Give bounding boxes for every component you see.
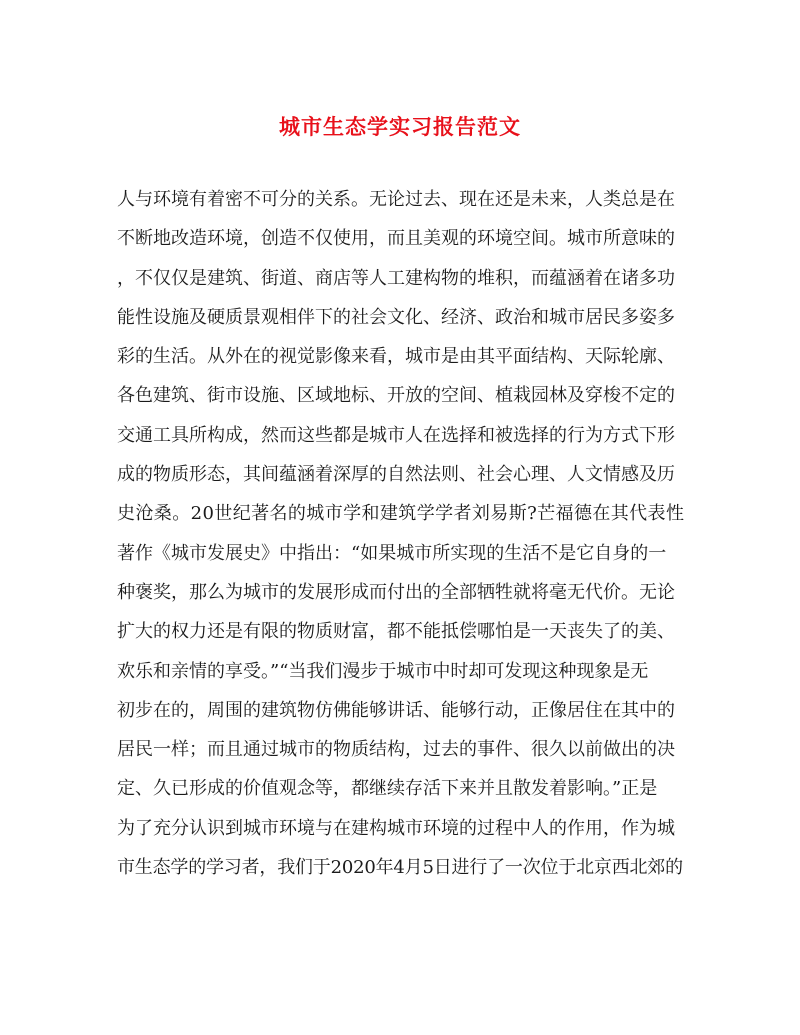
- text-line: 各色建筑、街市设施、区域地标、开放的空间、植栽园林及穿梭不定的: [117, 385, 675, 407]
- text-line: 成的物质形态，其间蕴涵着深厚的自然法则、社会心理、人文情感及历: [117, 464, 675, 486]
- text-line: 能性设施及硬质景观相伴下的社会文化、经济、政治和城市居民多姿多: [117, 306, 675, 328]
- text-line: 人与环境有着密不可分的关系。无论过去、现在还是未来，人类总是在: [117, 189, 675, 210]
- text-line: 扩大的权力还是有限的物质财富，都不能抵偿哪怕是一天丧失了的美、: [117, 621, 675, 643]
- text-line: ，不仅仅是建筑、街道、商店等人工建构物的堆积，而蕴涵着在诸多功: [117, 267, 675, 289]
- text-line: 欢乐和亲情的享受。”“当我们漫步于城市中时却可发现这种现象是无: [117, 660, 649, 682]
- text-line: 彩的生活。从外在的视觉影像来看，城市是由其平面结构、天际轮廓、: [117, 346, 675, 368]
- text-line: 不断地改造环境，创造不仅使用，而且美观的环境空间。城市所意味的: [117, 228, 675, 250]
- text-line: 种褒奖，那么为城市的发展形成而付出的全部牺牲就将毫无代价。无论: [117, 581, 675, 603]
- text-line: 交通工具所构成，然而这些都是城市人在选择和被选择的行为方式下形: [117, 424, 675, 446]
- text-line: 史沧桑。20世纪著名的城市学和建筑学学者刘易斯?芒福德在其代表性: [117, 503, 685, 525]
- text-line: 定、久已形成的价值观念等，都继续存活下来并且散发着影响。”正是: [117, 778, 658, 800]
- text-line: 为了充分认识到城市环境与在建构城市环境的过程中人的作用，作为城: [117, 817, 675, 839]
- text-line: 市生态学的学习者，我们于2020年4月5日进行了一次位于北京西北郊的: [117, 857, 683, 879]
- text-line: 著作《城市发展史》中指出：“如果城市所实现的生活不是它自身的一: [117, 542, 667, 564]
- body-paragraph: [117, 180, 689, 887]
- text-line: 居民一样；而且通过城市的物质结构，过去的事件、很久以前做出的决: [117, 739, 675, 761]
- text-line: 初步在的，周围的建筑物仿佛能够讲话、能够行动，正像居住在其中的: [117, 699, 675, 721]
- document-title: 城市生态学实习报告范文: [279, 114, 521, 139]
